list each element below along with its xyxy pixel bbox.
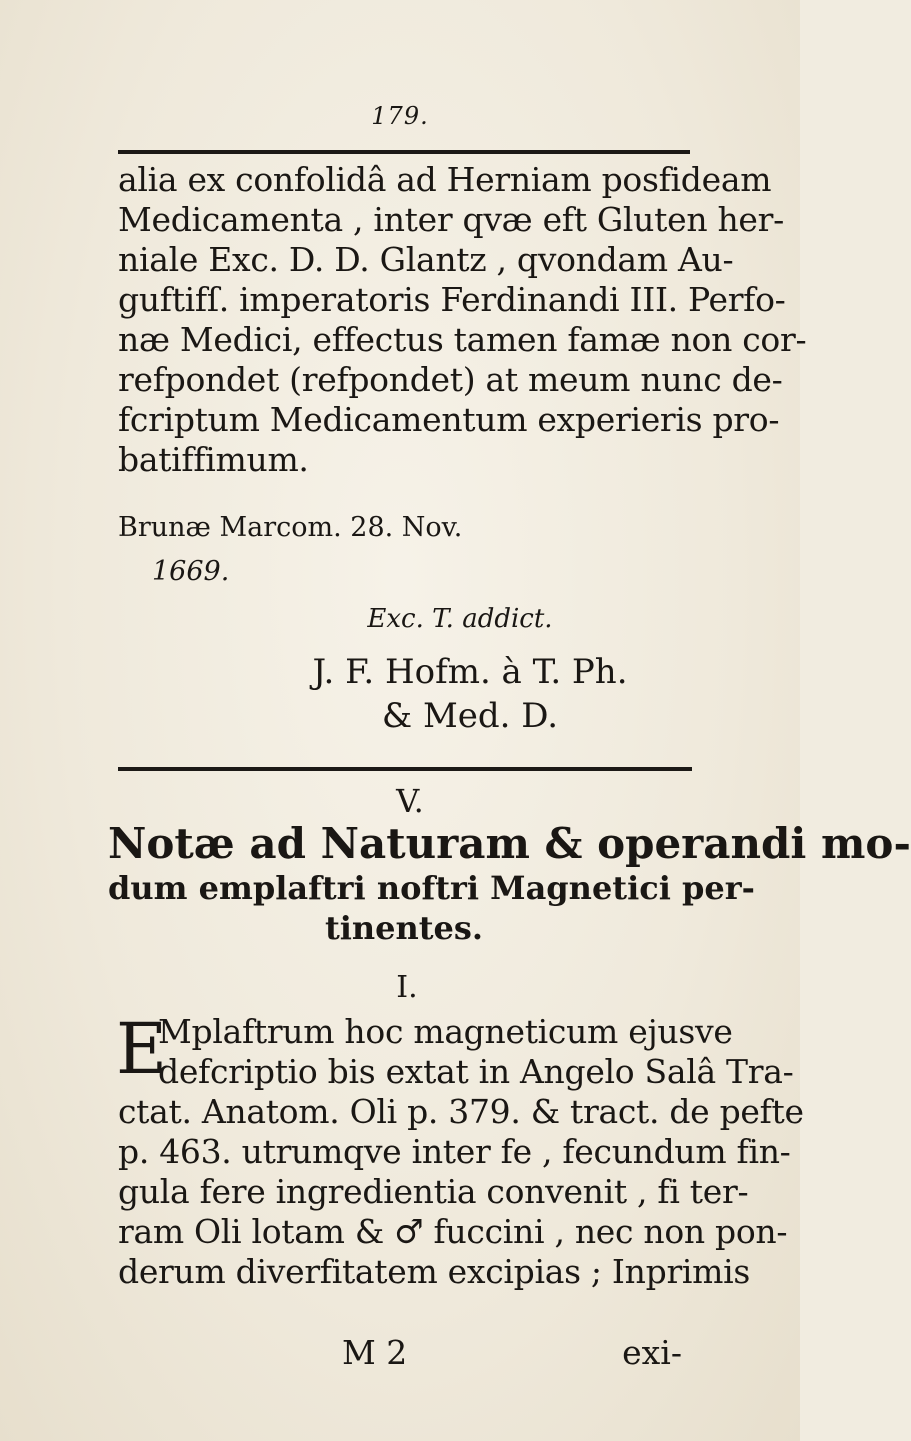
text-line: gula fere ingredientia convenit , fi ter- bbox=[118, 1172, 749, 1211]
text-line: guftifſ. imperatoris Ferdinandi III. Perfo- bbox=[118, 280, 786, 319]
catchword: exi- bbox=[622, 1333, 682, 1372]
excerpt-note: Exc. T. addict. bbox=[367, 604, 553, 634]
text-line: fcriptum Medicamentum experieris pro- bbox=[118, 400, 780, 439]
section-rule bbox=[118, 767, 692, 771]
text-line: Mplaftrum hoc magneticum ejusve bbox=[158, 1012, 733, 1051]
heading-line: Notæ ad Naturam & operandi mo- bbox=[108, 819, 911, 868]
author-signature bbox=[0, 650, 800, 738]
text-line: næ Medici, effectus tamen famæ non cor- bbox=[118, 320, 807, 359]
drop-cap: E bbox=[116, 1008, 168, 1090]
item-number: I. bbox=[396, 970, 418, 1005]
signature-line: J. F. Hofm. à T. Ph. bbox=[312, 652, 628, 692]
text-line: defcriptio bis extat in Angelo Salâ Tra- bbox=[158, 1052, 794, 1091]
text-line: alia ex confolidâ ad Herniam posfideam bbox=[118, 160, 772, 199]
heading-line: tinentes. bbox=[324, 909, 484, 947]
signature-mark: M 2 bbox=[342, 1333, 408, 1372]
text-line: p. 463. utrumqve inter fe , fecundum fin- bbox=[118, 1132, 791, 1171]
letter-paragraph bbox=[118, 160, 807, 480]
header-rule bbox=[118, 150, 690, 154]
text-line: derum diverfitatem excipias ; Inprimis bbox=[118, 1252, 751, 1291]
section-heading bbox=[108, 819, 911, 948]
heading-line: dum emplaftri noftri Magnetici per- bbox=[108, 869, 755, 907]
place-date: Brunæ Marcom. 28. Nov. bbox=[118, 512, 463, 543]
section-number: V. bbox=[396, 782, 424, 820]
page-number: 179. bbox=[371, 102, 429, 130]
signature-line: & Med. D. bbox=[381, 696, 559, 736]
text-line: Medicamenta , inter qvæ eft Gluten her- bbox=[118, 200, 784, 239]
text-line: batiffimum. bbox=[118, 440, 309, 479]
year: 1669. bbox=[152, 556, 230, 587]
body-paragraph bbox=[116, 1008, 804, 1292]
text-line: ctat. Anatom. Oli p. 379. & tract. de pefte bbox=[118, 1092, 804, 1131]
text-line: niale Exc. D. D. Glantz , qvondam Au- bbox=[118, 240, 734, 279]
text-line: refpondet (refpondet) at meum nunc de- bbox=[118, 360, 783, 399]
text-line: ram Oli lotam & ♂ fuccini , nec non pon- bbox=[118, 1212, 788, 1251]
